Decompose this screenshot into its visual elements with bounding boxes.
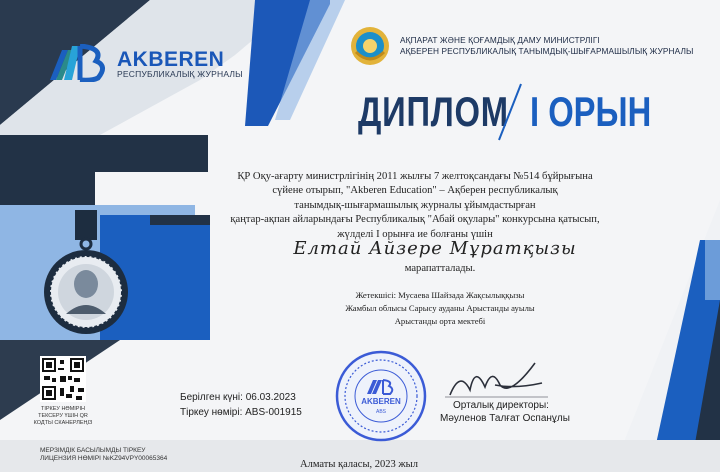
- ministry-line-1: АҚПАРАТ ЖӘНЕ ҚОҒАМДЫҚ ДАМУ МИНИСТРЛІГІ: [400, 35, 600, 45]
- director-name: Мәуленов Талғат Оспанұлы: [440, 413, 570, 424]
- body-line: ҚР Оқу-ағарту министрлігінің 2011 жылғы 7 желтоқсандағы №514 бұйрығына: [237, 171, 593, 182]
- body-line: қаңтар-ақпан айларындағы Республикалық "Абай оқулары" конкурсына қатысып,: [230, 214, 600, 226]
- diploma-body: [215, 170, 615, 242]
- title-divider: [495, 82, 525, 142]
- akberen-logo-icon: [50, 44, 114, 82]
- mentor-region: Жамбыл облысы Сарысу ауданы Арыстанды ауылы: [345, 303, 535, 313]
- seal-brand: AKBEREN: [361, 397, 401, 406]
- license-line-1: МЕРЗІМДІК БАСЫЛЫМДЫ ТІРКЕУ: [40, 447, 146, 454]
- awarded-text: марапатталады.: [404, 263, 476, 274]
- body-line: жүлделі I орынға ие болғаны үшін: [337, 228, 493, 240]
- qr-caption: ТІРКЕУ НӨМІРІН ТЕКСЕРУ ҮШІН QR КОДТЫ СКАНЕРЛЕҢІЗ: [33, 406, 93, 426]
- medal-icon: [32, 210, 142, 340]
- qr-code[interactable]: [40, 356, 86, 402]
- registration-number: Тіркеу нөмірі: ABS-001915: [180, 407, 302, 418]
- director-role: Орталық директоры:: [453, 400, 549, 411]
- body-line: сүйене отырып, "Akberen Education" – Ақберен республикалық: [272, 185, 558, 197]
- recipient-name: Елтай Айзере Мұратқызы: [293, 238, 577, 259]
- body-line: танымдық-шығармашылық журналы ұйымдастырған: [294, 199, 536, 211]
- brand-subtitle: РЕСПУБЛИКАЛЫҚ ЖУРНАЛЫ: [117, 69, 243, 79]
- mentor-block: [300, 289, 580, 328]
- place-title: I ОРЫН: [530, 88, 652, 135]
- footer-city: Алматы қаласы, 2023 жыл: [300, 459, 418, 470]
- issue-date: Берілген күні: 06.03.2023: [180, 392, 296, 403]
- seal-text: ABS: [375, 409, 387, 415]
- ministry-line-2: АҚБЕРЕН РЕСПУБЛИКАЛЫҚ ТАНЫМДЫҚ-ШЫҒАРМАШЫЛЫҚ ЖУРНАЛЫ: [400, 46, 694, 56]
- license-line-2: ЛИЦЕНЗИЯ НӨМІРІ №KZ94VPY00065364: [40, 455, 168, 462]
- seal-stamp-icon: [335, 350, 427, 442]
- state-emblem-icon: [350, 26, 390, 66]
- mentor-teacher: Жетекшісі: Мусаева Шайзада Жақсылыққызы: [355, 290, 525, 300]
- mentor-school: Арыстанды орта мектебі: [394, 316, 486, 326]
- diploma-title: ДИПЛОМ: [358, 88, 509, 135]
- brand-name: AKBEREN: [117, 48, 225, 71]
